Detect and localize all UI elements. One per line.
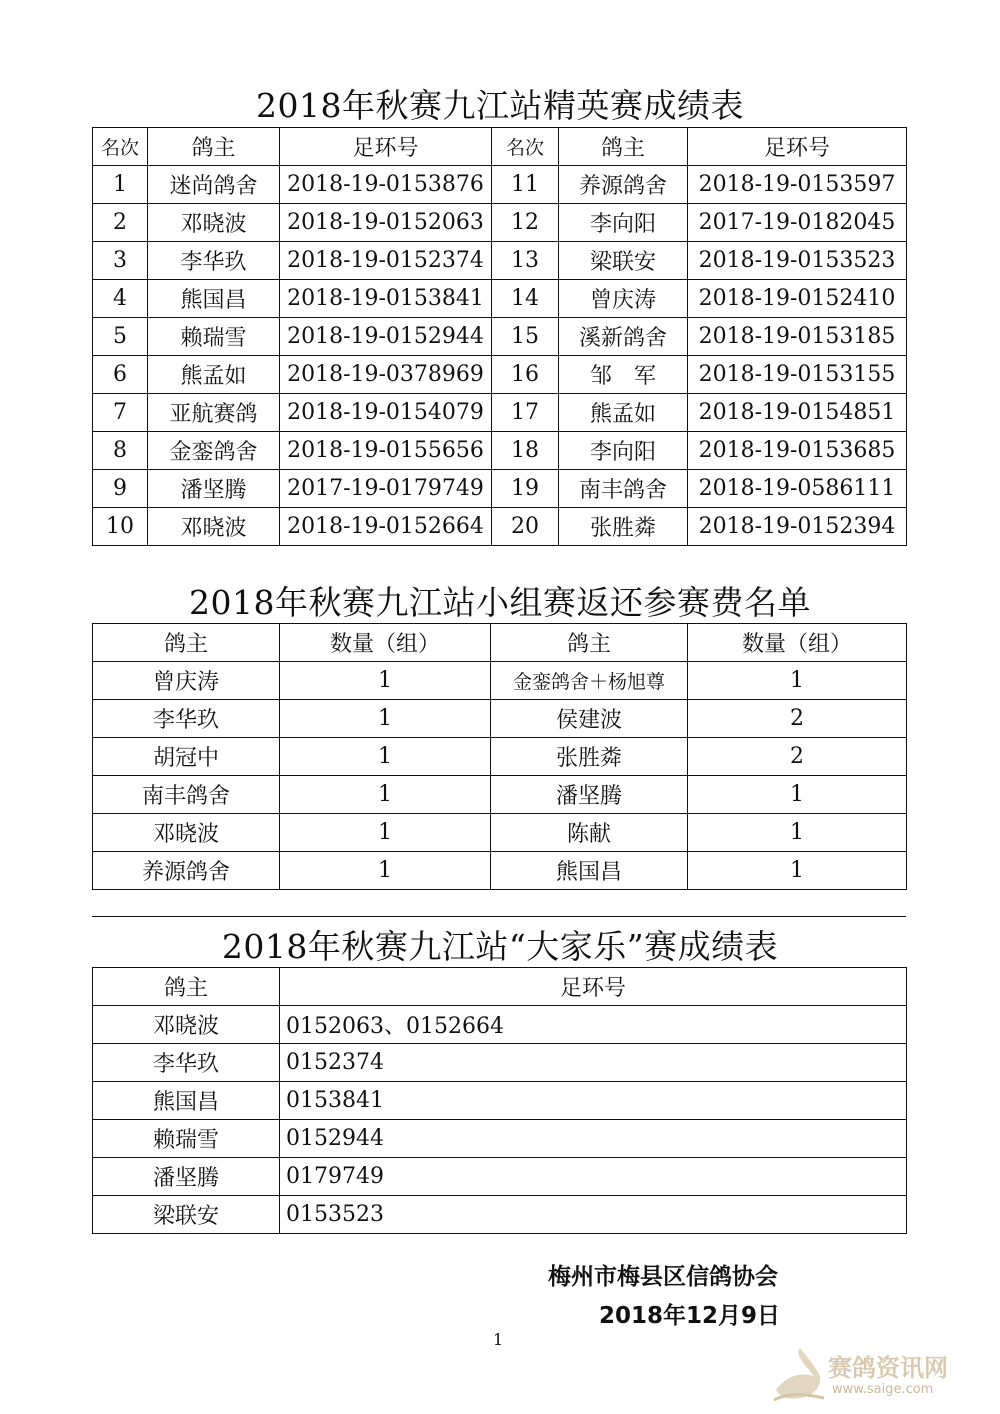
quantity-cell: 1 <box>280 814 491 852</box>
owner-cell: 金銮鸽舍＋杨旭尊 <box>491 662 688 700</box>
table-row <box>93 1006 907 1044</box>
quantity-cell: 1 <box>688 852 907 890</box>
quantity-cell: 2 <box>688 738 907 776</box>
owner-cell: 熊孟如 <box>559 394 688 432</box>
owner-cell: 潘坚腾 <box>491 776 688 814</box>
rank-cell: 11 <box>492 166 559 204</box>
table-row <box>93 470 907 508</box>
owner-cell: 邓晓波 <box>148 204 280 242</box>
column-header: 名次 <box>93 128 148 166</box>
ring-number-cell: 2018-19-0152394 <box>688 508 907 546</box>
column-header: 足环号 <box>280 128 492 166</box>
owner-cell: 熊国昌 <box>93 1082 280 1120</box>
owner-cell: 陈献 <box>491 814 688 852</box>
rank-cell: 19 <box>492 470 559 508</box>
rank-cell: 14 <box>492 280 559 318</box>
quantity-cell: 1 <box>280 852 491 890</box>
quantity-cell: 1 <box>688 814 907 852</box>
ring-number-cell: 2018-19-0154851 <box>688 394 907 432</box>
rank-cell: 2 <box>93 204 148 242</box>
table-row <box>93 508 907 546</box>
quantity-cell: 1 <box>280 776 491 814</box>
watermark-url: www.saige.com <box>832 1382 934 1397</box>
ring-number-cell: 2018-19-0153685 <box>688 432 907 470</box>
owner-cell: 李向阳 <box>559 204 688 242</box>
rank-cell: 8 <box>93 432 148 470</box>
column-header: 鸽主 <box>93 624 280 662</box>
ring-number-cell: 2018-19-0586111 <box>688 470 907 508</box>
rank-cell: 3 <box>93 242 148 280</box>
table-header-row <box>93 968 907 1006</box>
ring-number-cell: 2018-19-0152374 <box>280 242 492 280</box>
owner-cell: 梁联安 <box>93 1196 280 1234</box>
table-row <box>93 318 907 356</box>
column-header: 鸽主 <box>148 128 280 166</box>
owner-cell: 李华玖 <box>148 242 280 280</box>
column-header: 足环号 <box>280 968 907 1006</box>
page-number: 1 <box>493 1330 504 1349</box>
owner-cell: 赖瑞雪 <box>93 1120 280 1158</box>
owner-cell: 梁联安 <box>559 242 688 280</box>
document-date: 2018年12月9日 <box>599 1303 781 1329</box>
column-header: 鸽主 <box>491 624 688 662</box>
table-row <box>93 662 907 700</box>
owner-cell: 迷尚鸽舍 <box>148 166 280 204</box>
ring-number-cell: 2018-19-0153597 <box>688 166 907 204</box>
ring-numbers-cell: 0152063、0152664 <box>280 1006 907 1044</box>
owner-cell: 金銮鸽舍 <box>148 432 280 470</box>
owner-cell: 潘坚腾 <box>93 1158 280 1196</box>
table-row <box>93 814 907 852</box>
owner-cell: 邓晓波 <box>93 1006 280 1044</box>
ring-number-cell: 2018-19-0154079 <box>280 394 492 432</box>
organization-name: 梅州市梅县区信鸽协会 <box>548 1264 778 1290</box>
table-row <box>93 700 907 738</box>
ring-number-cell: 2017-19-0179749 <box>280 470 492 508</box>
rank-cell: 10 <box>93 508 148 546</box>
table-row <box>93 204 907 242</box>
owner-cell: 南丰鸽舍 <box>93 776 280 814</box>
rank-cell: 1 <box>93 166 148 204</box>
table-row <box>93 1120 907 1158</box>
group-race-refund-table <box>92 623 907 890</box>
rank-cell: 7 <box>93 394 148 432</box>
quantity-cell: 1 <box>688 776 907 814</box>
ring-numbers-cell: 0152374 <box>280 1044 907 1082</box>
watermark <box>770 1346 965 1406</box>
owner-cell: 溪新鸽舍 <box>559 318 688 356</box>
rank-cell: 5 <box>93 318 148 356</box>
owner-cell: 熊国昌 <box>148 280 280 318</box>
column-header: 数量（组） <box>688 624 907 662</box>
ring-number-cell: 2018-19-0152664 <box>280 508 492 546</box>
owner-cell: 赖瑞雪 <box>148 318 280 356</box>
rank-cell: 16 <box>492 356 559 394</box>
table-row <box>93 776 907 814</box>
ring-number-cell: 2018-19-0378969 <box>280 356 492 394</box>
group-race-refund-title: 2018年秋赛九江站小组赛返还参赛费名单 <box>189 583 811 622</box>
rank-cell: 17 <box>492 394 559 432</box>
rank-cell: 9 <box>93 470 148 508</box>
elite-race-results-table <box>92 127 907 546</box>
column-header: 名次 <box>492 128 559 166</box>
column-header: 鸽主 <box>559 128 688 166</box>
ring-numbers-cell: 0153841 <box>280 1082 907 1120</box>
ring-number-cell: 2018-19-0153876 <box>280 166 492 204</box>
table-row <box>93 1044 907 1082</box>
table-row <box>93 394 907 432</box>
ring-number-cell: 2018-19-0153841 <box>280 280 492 318</box>
owner-cell: 李华玖 <box>93 700 280 738</box>
pigeon-logo-icon <box>770 1346 826 1404</box>
table-header-row <box>93 128 907 166</box>
table-row <box>93 242 907 280</box>
table-row <box>93 852 907 890</box>
rank-cell: 20 <box>492 508 559 546</box>
owner-cell: 南丰鸽舍 <box>559 470 688 508</box>
table-row <box>93 1082 907 1120</box>
owner-cell: 潘坚腾 <box>148 470 280 508</box>
ring-number-cell: 2018-19-0153523 <box>688 242 907 280</box>
owner-cell: 邓晓波 <box>148 508 280 546</box>
rank-cell: 4 <box>93 280 148 318</box>
table-row <box>93 432 907 470</box>
rank-cell: 18 <box>492 432 559 470</box>
owner-cell: 亚航赛鸽 <box>148 394 280 432</box>
owner-cell: 养源鸽舍 <box>93 852 280 890</box>
table-row <box>93 1196 907 1234</box>
column-header: 数量（组） <box>280 624 491 662</box>
owner-cell: 熊国昌 <box>491 852 688 890</box>
column-header: 足环号 <box>688 128 907 166</box>
quantity-cell: 1 <box>280 700 491 738</box>
table-row <box>93 356 907 394</box>
table-row <box>93 280 907 318</box>
ring-numbers-cell: 0179749 <box>280 1158 907 1196</box>
watermark-site-name: 赛鸽资讯网 <box>828 1354 948 1382</box>
owner-cell: 曾庆涛 <box>559 280 688 318</box>
table-row <box>93 1158 907 1196</box>
owner-cell: 李向阳 <box>559 432 688 470</box>
elite-race-title: 2018年秋赛九江站精英赛成绩表 <box>256 86 744 125</box>
rank-cell: 12 <box>492 204 559 242</box>
owner-cell: 熊孟如 <box>148 356 280 394</box>
owner-cell: 李华玖 <box>93 1044 280 1082</box>
ring-number-cell: 2018-19-0152944 <box>280 318 492 356</box>
section-divider <box>92 916 906 917</box>
ring-number-cell: 2018-19-0152063 <box>280 204 492 242</box>
rank-cell: 15 <box>492 318 559 356</box>
ring-number-cell: 2018-19-0153185 <box>688 318 907 356</box>
column-header: 鸽主 <box>93 968 280 1006</box>
table-header-row <box>93 624 907 662</box>
ring-number-cell: 2018-19-0153155 <box>688 356 907 394</box>
rank-cell: 13 <box>492 242 559 280</box>
owner-cell: 张胜粦 <box>559 508 688 546</box>
ring-number-cell: 2018-19-0152410 <box>688 280 907 318</box>
owner-cell: 张胜粦 <box>491 738 688 776</box>
quantity-cell: 1 <box>280 738 491 776</box>
owner-cell: 曾庆涛 <box>93 662 280 700</box>
dajiale-race-results-table <box>92 967 907 1234</box>
owner-cell: 邓晓波 <box>93 814 280 852</box>
owner-cell: 养源鸽舍 <box>559 166 688 204</box>
owner-cell: 侯建波 <box>491 700 688 738</box>
quantity-cell: 1 <box>688 662 907 700</box>
ring-numbers-cell: 0152944 <box>280 1120 907 1158</box>
ring-number-cell: 2018-19-0155656 <box>280 432 492 470</box>
owner-cell: 胡冠中 <box>93 738 280 776</box>
ring-numbers-cell: 0153523 <box>280 1196 907 1234</box>
table-row <box>93 738 907 776</box>
quantity-cell: 2 <box>688 700 907 738</box>
rank-cell: 6 <box>93 356 148 394</box>
dajiale-race-title: 2018年秋赛九江站“大家乐”赛成绩表 <box>221 927 779 966</box>
quantity-cell: 1 <box>280 662 491 700</box>
table-row <box>93 166 907 204</box>
owner-cell: 邹 军 <box>559 356 688 394</box>
ring-number-cell: 2017-19-0182045 <box>688 204 907 242</box>
